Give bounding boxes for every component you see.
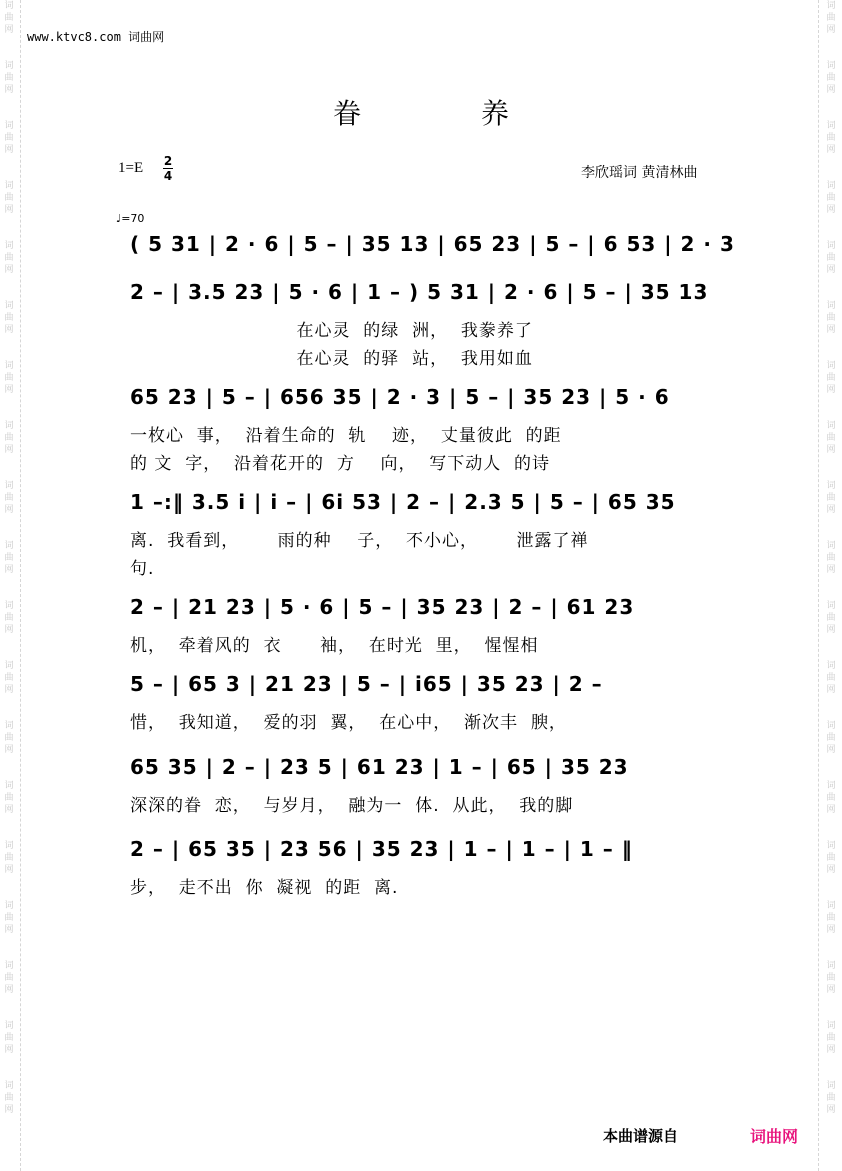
watermark-right: 词曲网 词曲网 词曲网 词曲网 词曲网 词曲网 词曲网 词曲网 词曲网 词曲网 词曲网 词曲网 词曲网 词曲网 词曲网 词曲网 词曲网 词曲网 词曲网 [826,1,836,1115]
notation: ( 5 31 | 2 · 6 | 5 – | 35 13 | 65 23 | 5 – | 6 53 | 2 · 3 [130,232,735,256]
time-signature [163,155,173,182]
lyric-line: 在心灵 的绿 洲， 我豢养了 [130,321,533,341]
tempo-marking: ♩=70 [116,212,145,225]
lyric-line: 的 文 字， 沿着花开的 方 向， 写下动人 的诗 [130,454,551,474]
notation: 2 – | 21 23 | 5 · 6 | 5 – | 35 23 | 2 – | 61 23 [130,595,635,619]
song-title: 眷养 [332,97,629,130]
lyric-line: 深深的眷 恋， 与岁月， 融为一 体. 从此， 我的脚 [130,796,574,816]
lyric-line: 步， 走不出 你 凝视 的距 离. [130,878,399,898]
left-margin-line [20,0,21,1171]
key-signature: 1=E [118,160,144,176]
lyric-line: 离. 我看到， 雨的种 子， 不小心， 泄露了禅 [130,531,589,551]
watermark-left: 词曲网 词曲网 词曲网 词曲网 词曲网 词曲网 词曲网 词曲网 词曲网 词曲网 词曲网 词曲网 词曲网 词曲网 词曲网 词曲网 词曲网 词曲网 词曲网 [4,1,14,1115]
credits: 李欣瑶词 黄清林曲 [581,165,698,181]
lyric-line: 在心灵 的驿 站， 我用如血 [130,349,533,369]
notation: 5 – | 65 3 | 21 23 | 5 – | i65 | 35 23 | 2 – [130,672,603,696]
site-header[interactable]: www.ktvc8.com 词曲网 [27,30,165,44]
source-site[interactable]: 词曲网 [750,1127,799,1146]
lyric-line: 句. [130,559,155,579]
notation: 65 35 | 2 – | 23 5 | 61 23 | 1 – | 65 | 35 23 [130,755,629,779]
time-numerator: 2 [163,154,173,168]
lyric-line: 一枚心 事， 沿着生命的 轨 迹， 丈量彼此 的距 [130,426,562,446]
notation: 2 – | 65 35 | 23 56 | 35 23 | 1 – | 1 – | 1 – ‖ [130,837,633,861]
notation: 2 – | 3.5 23 | 5 · 6 | 1 – ) 5 31 | 2 · 6 | 5 – | 35 13 [130,280,709,304]
right-margin-line [818,0,819,1171]
time-denominator: 4 [163,169,173,183]
notation: 65 23 | 5 – | 656 35 | 2 · 3 | 5 – | 35 23 | 5 · 6 [130,385,670,409]
source-label: 本曲谱源自 [603,1127,679,1145]
notation: 1 –:‖ 3.5 i | i – | 6i 53 | 2 – | 2.3 5 | 5 – | 65 35 [130,490,676,514]
lyric-line: 惜， 我知道， 爱的羽 翼， 在心中， 渐次丰 腴， [130,713,567,733]
lyric-line: 机， 牵着风的 衣 袖， 在时光 里， 惺惺相 [130,636,539,656]
